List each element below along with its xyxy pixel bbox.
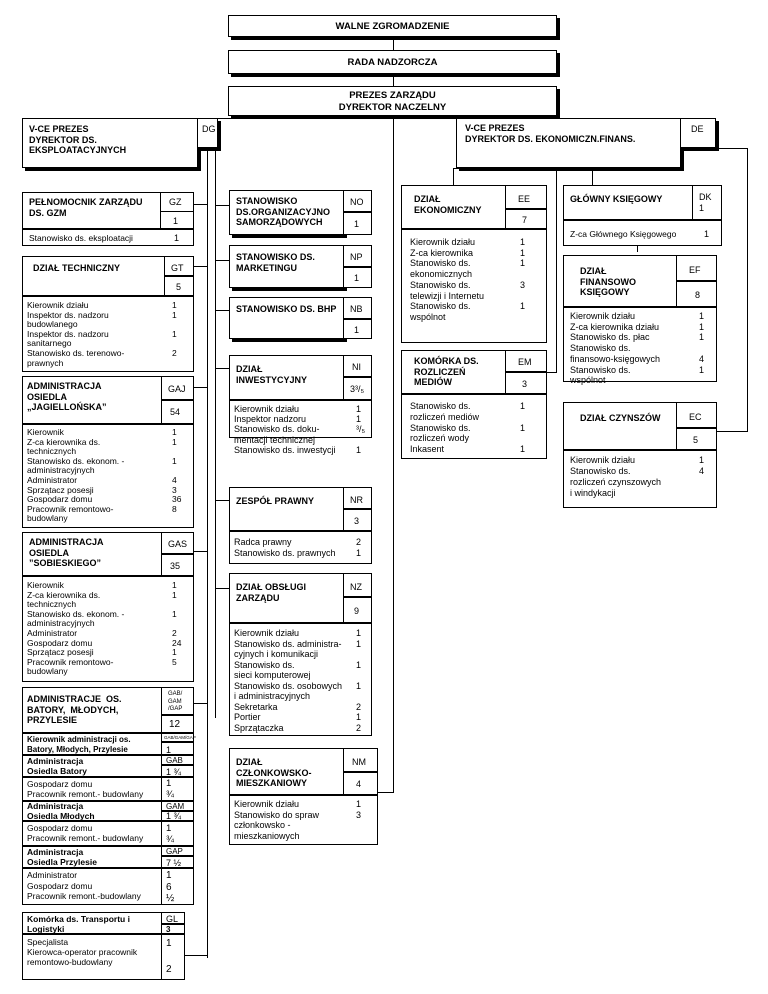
- gaj-title: ADMINISTRACJA OSIEDLA „JAGIELLOŃSKA”: [27, 381, 107, 413]
- nz-staff-counts: 1 1 1 1 2 1 2: [356, 628, 362, 733]
- de-code-box: [681, 118, 716, 148]
- przylesie-nums: 1 6 ½: [166, 870, 175, 904]
- nm-box: [229, 748, 344, 795]
- ef-box: [563, 255, 677, 307]
- em-staff-counts: 1 1 1: [520, 401, 526, 455]
- mlodych-nums-box: [162, 821, 194, 846]
- ec-count: 5: [693, 435, 699, 445]
- nm-staff-list: Kierownik działu Stanowisko do spraw członkowsko - mieszkaniowych: [234, 799, 320, 841]
- em-count-box: [506, 372, 547, 394]
- ee-code-box: [506, 185, 547, 209]
- gl-title: Komórka ds. Transportu i Logistyki: [27, 914, 130, 934]
- przylesie-count: 7 ½: [166, 858, 182, 868]
- walne-zgromadzenie-box: [228, 15, 557, 37]
- gaj-count-box: [162, 400, 194, 424]
- mlodych-code: GAM: [166, 802, 185, 811]
- ni-staff-list: Kierownik działu Inspektor nadzoru Stanowisko ds. doku- mentacji technicznej Stanowisko ds. inwestycji: [234, 404, 336, 455]
- ee-box: [401, 185, 506, 229]
- gaj-box: [22, 376, 162, 424]
- ec-code: EC: [689, 412, 702, 422]
- gl-code: GL: [166, 914, 179, 924]
- dg-code: DG: [202, 124, 216, 134]
- batory-code-box: [162, 755, 194, 765]
- gas-title: ADMINISTRACJA OSIEDLA ”SOBIESKIEGO”: [29, 537, 104, 569]
- batory-staff-list: Gospodarz domu Pracownik remont.- budowlany: [27, 779, 144, 799]
- batory-code: GAB: [166, 756, 183, 765]
- dk-title: GŁÓWNY KSIĘGOWY: [570, 194, 663, 204]
- dk-box: [563, 185, 693, 220]
- gl-nums-box: [162, 934, 185, 980]
- przylesie-title-box: [22, 846, 162, 868]
- nz-box: [229, 573, 344, 623]
- no-count-box: [344, 212, 372, 235]
- gaj-code: GAJ: [168, 384, 186, 394]
- ni-count: 3³/₅: [350, 384, 365, 394]
- ee-staff: [401, 229, 547, 343]
- gas-code-box: [162, 532, 194, 554]
- rada-nadzorcza-box: [228, 50, 557, 74]
- gl-code-box: [162, 912, 185, 924]
- batory-staff: [22, 777, 162, 801]
- dk-row-label: Z-ca Głównego Księgowego: [570, 229, 677, 239]
- gaj-staff: [22, 424, 194, 528]
- nz-staff-list: Kierownik działu Stanowisko ds. administra- cyjnych i komunikacji Stanowisko ds. sieci komputerowej Stanowisko ds. osobowych i administracyjnych Sekretarka Portier Sprzątaczka: [234, 628, 343, 733]
- przylesie-title: Administracja Osiedla Przylesie: [27, 847, 97, 867]
- nm-count: 4: [356, 779, 362, 789]
- ni-title: DZIAŁ INWESTYCYJNY: [236, 364, 308, 385]
- przylesie-code: GAP: [166, 847, 183, 856]
- nb-count: 1: [354, 325, 360, 335]
- ni-staff-counts: 1 1 ³/₅ 1: [356, 404, 366, 455]
- gaj-count: 54: [170, 407, 181, 417]
- mlodych-staff-list: Gospodarz domu Pracownik remont.- budowlany: [27, 823, 144, 843]
- ee-staff-counts: 1 1 1 3 1: [520, 237, 526, 312]
- em-box: [401, 350, 506, 394]
- nm-count-box: [344, 772, 378, 795]
- ec-staff-counts: 1 4: [699, 455, 705, 476]
- nm-code: NM: [352, 757, 366, 767]
- em-title: KOMÓRKA DS. ROZLICZEŃ MEDIÓW: [414, 356, 479, 388]
- ef-staff: [563, 307, 717, 386]
- gab-count-box: [162, 715, 194, 733]
- dg-box: [22, 118, 198, 168]
- gas-staff-counts: 1 1 1 2 24 1 5: [172, 580, 182, 667]
- ee-count: 7: [522, 215, 528, 225]
- gl-staff-list: Specjalista Kierowca-operator pracownik remontowo-budowlany: [27, 937, 138, 967]
- nr-staff: [229, 531, 372, 564]
- no-box: [229, 190, 344, 235]
- ef-count: 8: [695, 290, 701, 300]
- gas-staff: [22, 576, 194, 682]
- gas-code: GAS: [168, 539, 188, 549]
- nm-title: DZIAŁ CZŁONKOWSKO- MIESZKANIOWY: [236, 757, 312, 789]
- ef-title: DZIAŁ FINANSOWO KSIĘGOWY: [580, 266, 636, 298]
- gl-count: 3: [166, 925, 171, 934]
- dk-code: DK 1: [699, 192, 712, 213]
- gt-title: DZIAŁ TECHNICZNY: [33, 263, 120, 273]
- nr-staff-counts: 2 1: [356, 537, 362, 558]
- em-count: 3: [522, 379, 528, 389]
- ee-count-box: [506, 209, 547, 229]
- nr-code-box: [344, 487, 372, 509]
- ni-code: NI: [352, 362, 361, 372]
- prezes-box: [228, 86, 557, 116]
- przylesie-count-box: [162, 856, 194, 868]
- np-code-box: [344, 245, 372, 267]
- nr-box: [229, 487, 344, 531]
- nr-staff-list: Radca prawny Stanowisko ds. prawnych: [234, 537, 336, 558]
- ef-code-box: [677, 255, 717, 281]
- nr-code: NR: [350, 495, 363, 505]
- gas-count: 35: [170, 561, 181, 571]
- ec-staff: [563, 450, 717, 508]
- prezes-title: PREZES ZARZĄDU: [349, 90, 436, 101]
- gab-code: GAB/ GAM /GAP: [168, 691, 183, 712]
- dk-row: [563, 220, 722, 246]
- mlodych-staff: [22, 821, 162, 846]
- gl-title-box: [22, 912, 162, 934]
- nr-count: 3: [354, 516, 360, 526]
- nb-box: [229, 297, 344, 339]
- mlodych-count-box: [162, 811, 194, 821]
- mlodych-title: Administracja Osiedla Młodych: [27, 801, 95, 821]
- no-title: STANOWISKO DS.ORGANIZACYJNO SAMORZĄDOWYCH: [236, 196, 331, 228]
- batory-title-box: [22, 755, 162, 777]
- gt-staff-counts: 1 1 1 2: [172, 300, 177, 358]
- przylesie-code-box: [162, 846, 194, 856]
- em-code: EM: [518, 357, 532, 367]
- ee-staff-list: Kierownik działu Z-ca kierownika Stanowisko ds. ekonomicznych Stanowisko ds. telewizji i Internetu Stanowisko ds. wspólnot: [410, 237, 485, 322]
- ec-title: DZIAŁ CZYNSZÓW: [580, 413, 661, 423]
- gt-staff: [22, 296, 194, 372]
- gab-head-row: [22, 733, 162, 755]
- gaj-staff-list: Kierownik Z-ca kierownika ds. technicznych Stanowisko ds. ekonom. - administracyjnych Administrator Sprzątacz posesji Gospodarz domu Pracownik remontowo- budowlany: [27, 427, 125, 524]
- nm-staff: [229, 795, 378, 845]
- batory-title: Administracja Osiedla Batory: [27, 756, 87, 776]
- nm-staff-counts: 1 3: [356, 799, 362, 820]
- mlodych-title-box: [22, 801, 162, 821]
- gt-code-box: [165, 256, 194, 276]
- gas-box: [22, 532, 162, 576]
- no-code-box: [344, 190, 372, 212]
- rada-nadzorcza-label: RADA NADZORCZA: [347, 57, 438, 68]
- ef-staff-list: Kierownik działu Z-ca kierownika działu Stanowisko ds. płac Stanowisko ds. finansowo-księgowych Stanowisko ds. wspólnot: [570, 311, 661, 386]
- gz-code: GZ: [169, 197, 182, 207]
- mlodych-code-box: [162, 801, 194, 811]
- gaj-code-box: [162, 376, 194, 400]
- gab-head-code: GAB/GAM/GAP: [164, 735, 196, 740]
- de-code: DE: [691, 124, 704, 134]
- gab-head-num-box: [162, 742, 194, 755]
- gab-head-code-box: [162, 733, 194, 742]
- nb-code-box: [344, 297, 372, 319]
- przylesie-staff: [22, 868, 162, 905]
- gz-row-label: Stanowisko ds. eksploatacji: [29, 233, 133, 243]
- ec-count-box: [677, 428, 717, 450]
- gz-row: [22, 229, 194, 246]
- gas-count-box: [162, 554, 194, 576]
- nb-title: STANOWISKO DS. BHP: [236, 304, 337, 314]
- nb-code: NB: [350, 304, 363, 314]
- ef-staff-counts: 1 1 1 4 1: [699, 311, 705, 375]
- ee-title: DZIAŁ EKONOMICZNY: [414, 194, 482, 215]
- batory-count: 1 ¾: [166, 767, 182, 777]
- np-title: STANOWISKO DS. MARKETINGU: [236, 252, 315, 273]
- nz-count-box: [344, 597, 372, 623]
- ee-code: EE: [518, 194, 531, 204]
- em-staff-list: Stanowisko ds. rozliczeń mediów Stanowisko ds. rozliczeń wody Inkasent: [410, 401, 480, 455]
- nz-code-box: [344, 573, 372, 597]
- ec-box: [563, 402, 677, 450]
- gt-box: [22, 256, 165, 296]
- gas-staff-list: Kierownik Z-ca kierownika ds. technicznych Stanowisko ds. ekonom. - administracyjnych Administrator Gospodarz domu Sprzątacz posesji Pracownik remontowo- budowlany: [27, 580, 125, 677]
- ec-code-box: [677, 402, 717, 428]
- gz-count-box: [161, 211, 194, 229]
- gab-count: 12: [169, 719, 181, 730]
- mlodych-count: 1 ¾: [166, 811, 182, 821]
- przylesie-nums-box: [162, 868, 194, 905]
- ec-staff-list: Kierownik działu Stanowisko ds. rozliczeń czynszowych i windykacji: [570, 455, 662, 498]
- nm-code-box: [344, 748, 378, 772]
- gab-box: [22, 687, 162, 733]
- dg-title: V-CE PREZES DYREKTOR DS. EKSPLOATACYJNYCH: [29, 124, 127, 156]
- nb-count-box: [344, 319, 372, 339]
- nz-code: NZ: [350, 582, 362, 592]
- nr-count-box: [344, 509, 372, 531]
- nz-title: DZIAŁ OBSŁUGI ZARZĄDU: [236, 582, 306, 603]
- ni-code-box: [344, 355, 372, 377]
- np-box: [229, 245, 344, 288]
- gl-count-box: [162, 924, 185, 934]
- ef-code: EF: [689, 265, 701, 275]
- no-code: NO: [350, 197, 364, 207]
- gl-nums: 1 2: [166, 938, 172, 975]
- nz-count: 9: [354, 606, 360, 616]
- gab-head-label: Kierownik administracji os. Batory, Młodych, Przylesie: [27, 735, 131, 754]
- gab-head-num: 1: [166, 745, 172, 755]
- gz-count: 1: [173, 216, 179, 226]
- ni-staff: [229, 400, 372, 455]
- gl-staff: [22, 934, 162, 980]
- mlodych-nums: 1 ¾: [166, 823, 174, 845]
- nz-staff: [229, 623, 372, 736]
- walne-zgromadzenie-label: WALNE ZGROMADZENIE: [335, 21, 450, 32]
- gz-box: [22, 192, 161, 229]
- gz-row-value: 1: [174, 233, 180, 243]
- np-code: NP: [350, 252, 363, 262]
- prezes-subtitle: DYREKTOR NACZELNY: [338, 102, 447, 113]
- ni-count-box: [344, 377, 372, 400]
- em-staff: [401, 394, 547, 459]
- gt-count: 5: [176, 282, 182, 292]
- dk-row-value: 1: [704, 229, 710, 239]
- em-code-box: [506, 350, 547, 372]
- przylesie-staff-list: Administrator Gospodarz domu Pracownik remont.-budowlany: [27, 870, 141, 901]
- ni-box: [229, 355, 344, 400]
- batory-nums-box: [162, 777, 194, 801]
- de-title: V-CE PREZES DYREKTOR DS. EKONOMICZN.FINANS.: [465, 123, 636, 144]
- nr-title: ZESPÓŁ PRAWNY: [236, 496, 315, 506]
- gz-code-box: [161, 192, 194, 212]
- np-count-box: [344, 267, 372, 288]
- batory-count-box: [162, 765, 194, 777]
- dk-code-box: [693, 185, 722, 220]
- np-count: 1: [354, 273, 360, 283]
- gab-title: ADMINISTRACJE OS. BATORY, MŁODYCH, PRZYLESIE: [27, 694, 122, 726]
- gt-count-box: [165, 276, 194, 296]
- dg-code-box: [198, 118, 218, 148]
- gaj-staff-counts: 1 1 1 4 3 36 8: [172, 427, 182, 514]
- batory-nums: 1 ¾: [166, 778, 174, 800]
- gt-staff-list: Kierownik działu Inspektor ds. nadzoru budowlanego Inspektor ds. nadzoru sanitarnego Stanowisko ds. terenowo- prawnych: [27, 300, 125, 368]
- gz-title: PEŁNOMOCNIK ZARZĄDU DS. GZM: [29, 197, 143, 218]
- no-count: 1: [354, 219, 360, 229]
- gt-code: GT: [171, 263, 184, 273]
- ef-count-box: [677, 281, 717, 307]
- de-box: [456, 118, 681, 168]
- gab-code-box: [162, 687, 194, 715]
